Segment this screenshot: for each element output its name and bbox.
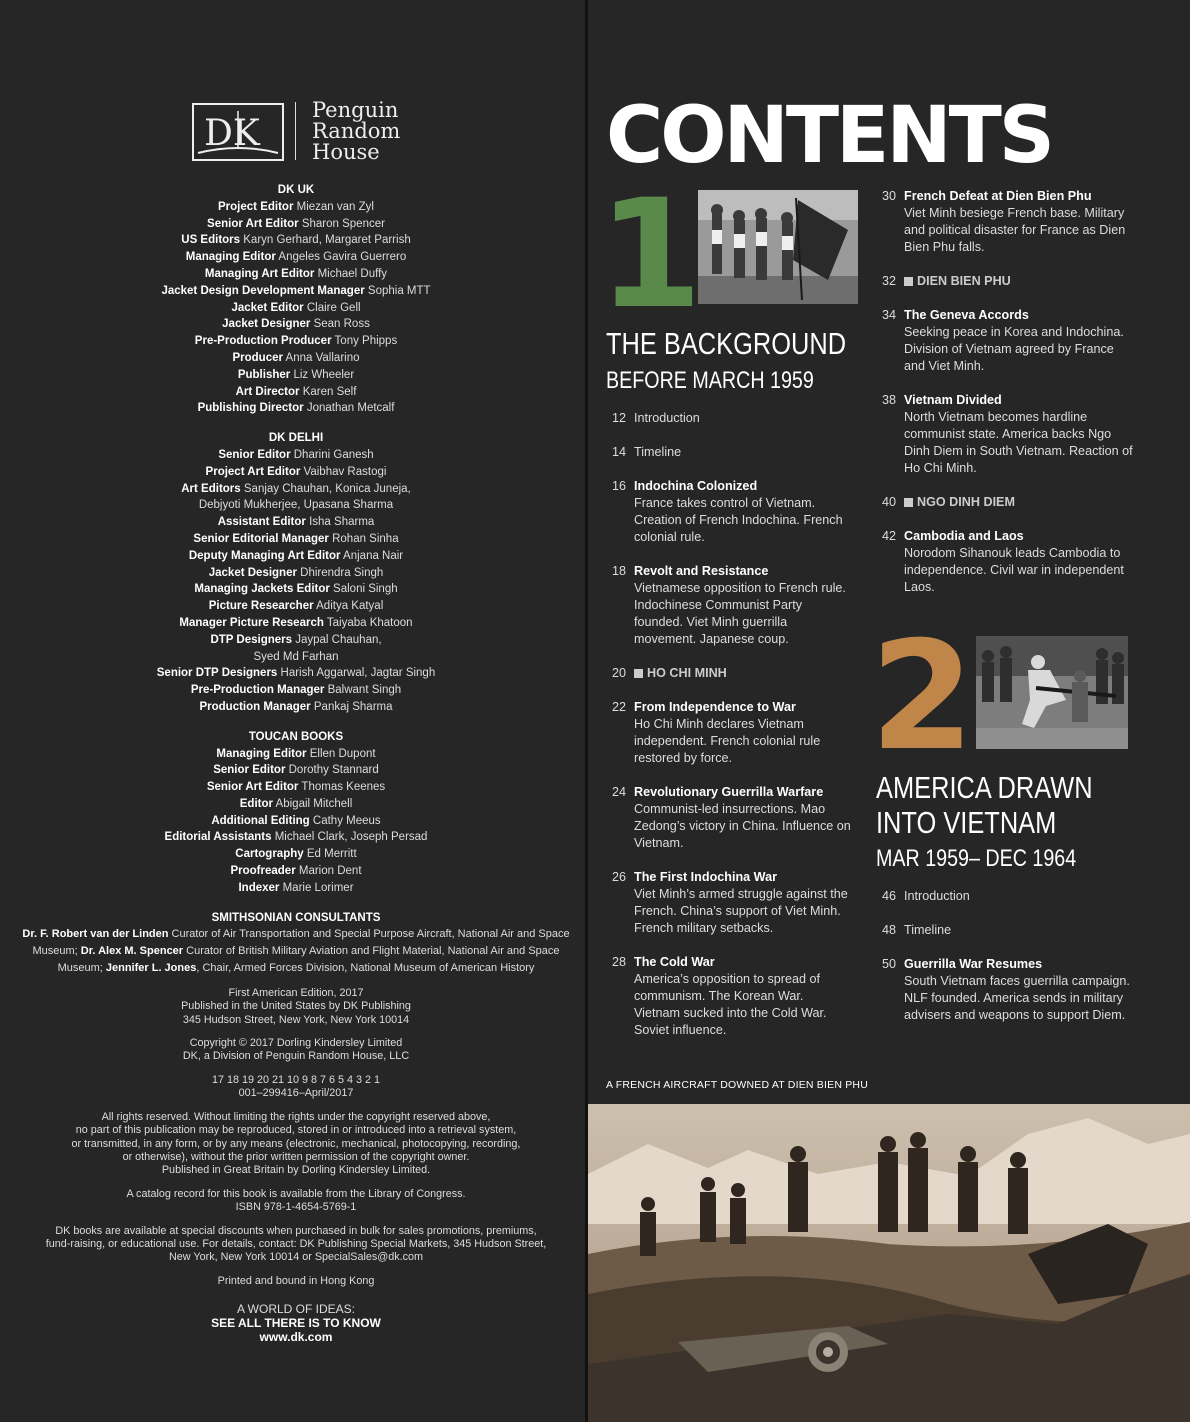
- credit-name: Michael Clark, Joseph Persad: [274, 831, 428, 844]
- credit-line: [20, 762, 572, 779]
- credit-name: Sanjay Chauhan, Konica Juneja,: [243, 482, 411, 495]
- credit-name: Marion Dent: [298, 865, 362, 878]
- credit-role: Managing Editor: [185, 251, 276, 264]
- credit-line: [20, 682, 572, 699]
- credit-role: Producer: [232, 351, 283, 364]
- credit-line: [20, 880, 572, 897]
- credit-line: [20, 464, 572, 481]
- legal-block: [20, 1225, 572, 1265]
- credit-line: [20, 447, 572, 464]
- legal-line: Published in Great Britain by Dorling Kindersley Limited.: [161, 1164, 431, 1177]
- credit-name: Taiyaba Khatoon: [326, 616, 413, 629]
- credit-role: Publisher: [237, 368, 291, 381]
- logo-divider: [295, 102, 296, 160]
- credit-role: Senior Art Editor: [206, 781, 299, 794]
- credit-role: Managing Jackets Editor: [194, 583, 330, 596]
- entry-page-number: 30: [882, 189, 897, 203]
- credit-role: DTP Designers: [210, 633, 293, 646]
- legal-line: or otherwise), without the prior written permission of the copyright owner.: [122, 1150, 470, 1163]
- legal-block: [20, 1188, 572, 1215]
- feature-square-icon: [634, 669, 643, 678]
- entry-description: Viet Minh besiege French base. Military and political disaster for France as Dien Bien Phu falls.: [904, 206, 1126, 254]
- contents-entry[interactable]: [606, 444, 851, 461]
- downed-aircraft-photo: [588, 1104, 1190, 1422]
- credit-line: [20, 796, 572, 813]
- legal-line: 345 Hudson Street, New York, New York 10014: [182, 1013, 410, 1026]
- consultant-line: [20, 943, 572, 960]
- legal-line: DK, a Division of Penguin Random House, LLC: [182, 1050, 410, 1063]
- credit-line: [20, 649, 572, 666]
- credit-line: [20, 615, 572, 632]
- credit-line: [20, 350, 572, 367]
- credit-name: Syed Md Farhan: [253, 650, 339, 663]
- credit-role: Pre-Production Manager: [190, 684, 325, 697]
- entry-page-number: 40: [882, 495, 897, 509]
- credit-role: Pre-Production Producer: [194, 335, 332, 348]
- credit-line: [20, 813, 572, 830]
- entry-page-number: 24: [612, 785, 627, 799]
- credit-name: Marie Lorimer: [282, 881, 354, 894]
- entry-description: Communist-led insurrections. Mao Zedong’s victory in China. Influence on Vietnam.: [634, 802, 851, 850]
- credit-line: [20, 632, 572, 649]
- chapter-1-title: THE BACKGROUND: [606, 326, 847, 361]
- consultant-detail: Curator of British Military Aviation and Flight Material, National Air and Space: [183, 945, 560, 958]
- contents-column-2: [876, 188, 1136, 613]
- credit-line: [20, 829, 572, 846]
- credits-page: [0, 0, 585, 1422]
- credit-line: [20, 232, 572, 249]
- credit-name: Jonathan Metcalf: [306, 402, 395, 415]
- entry-page-number: 42: [882, 529, 897, 543]
- contents-entry[interactable]: [606, 410, 851, 427]
- consultant-name: Jennifer L. Jones: [105, 962, 197, 975]
- contents-entry[interactable]: [876, 956, 1136, 1024]
- legal-line: All rights reserved. Without limiting the rights under the copyright reserved above,: [101, 1110, 491, 1123]
- credit-role: Senior Editorial Manager: [193, 532, 329, 545]
- legal-line: 001–299416–April/2017: [238, 1087, 354, 1100]
- credit-name: Sophia MTT: [367, 284, 431, 297]
- consultant-detail: , Chair, Armed Forces Division, National Museum of American History: [196, 962, 535, 975]
- entry-page-number: 46: [882, 889, 897, 903]
- credit-role: Cartography: [235, 848, 304, 861]
- entry-page-number: 22: [612, 700, 627, 714]
- entry-page-number: 20: [612, 666, 627, 680]
- credit-role: Senior Editor: [213, 764, 286, 777]
- entry-description: Timeline: [904, 923, 952, 937]
- credit-role: Production Manager: [199, 700, 311, 713]
- entry-description: Timeline: [634, 445, 682, 459]
- credit-name: Sharon Spencer: [301, 217, 385, 230]
- section-heading-dk-uk: DK UK: [277, 184, 315, 196]
- entry-page-number: 26: [612, 870, 627, 884]
- contents-entry[interactable]: [876, 528, 1136, 596]
- section-heading-dk-delhi: DK DELHI: [268, 432, 324, 445]
- credit-role: Jacket Design Development Manager: [161, 284, 365, 297]
- credit-role: Art Editors: [181, 482, 241, 495]
- consultant-name: Dr. Alex M. Spencer: [80, 945, 184, 958]
- chapter-2-title-line1: AMERICA DRAWN: [876, 770, 1093, 805]
- entry-title: The Geneva Accords: [904, 308, 1029, 322]
- entry-page-number: 18: [612, 564, 627, 578]
- entry-title: French Defeat at Dien Bien Phu: [904, 189, 1092, 203]
- photo-caption: A FRENCH AIRCRAFT DOWNED AT DIEN BIEN PHU: [606, 1079, 868, 1091]
- feature-entry-title: NGO DINH DIEM: [904, 494, 1136, 511]
- credit-role: Deputy Managing Art Editor: [188, 549, 341, 562]
- feature-square-icon: [904, 277, 913, 286]
- contents-entry[interactable]: [606, 478, 851, 546]
- entry-description: North Vietnam becomes hardline communist state. America backs Ngo Dinh Diem in South Vietnam. Reaction of Ho Chi Minh.: [904, 410, 1133, 475]
- contents-entry[interactable]: [606, 563, 851, 648]
- entry-page-number: 50: [882, 957, 897, 971]
- contents-entry[interactable]: [876, 922, 1136, 939]
- credit-name: Ed Merritt: [306, 848, 357, 861]
- credit-role: Proofreader: [230, 865, 296, 878]
- credit-role: Senior DTP Designers: [156, 667, 278, 680]
- legal-line: 17 18 19 20 21 10 9 8 7 6 5 4 3 2 1: [211, 1073, 381, 1086]
- credit-name: Saloni Singh: [333, 583, 398, 596]
- contents-entry[interactable]: [876, 307, 1136, 375]
- credit-line: [20, 746, 572, 763]
- legal-line: no part of this publication may be reproduced, stored in or introduced into a retrieval system,: [75, 1124, 517, 1137]
- legal-text: [20, 987, 572, 1288]
- entry-description: Viet Minh’s armed struggle against the French. China’s support of Viet Minh. French military setbacks.: [634, 887, 848, 935]
- feature-entry-title: HO CHI MINH: [634, 665, 851, 682]
- page-title: CONTENTS: [606, 91, 1052, 181]
- credit-name: Abigail Mitchell: [275, 797, 353, 810]
- credit-line: [20, 199, 572, 216]
- entry-description: France takes control of Vietnam. Creation of French Indochina. French colonial rule.: [634, 496, 843, 544]
- credit-line: [20, 333, 572, 350]
- publisher-logo: [190, 100, 430, 166]
- tagline-line1: A WORLD OF IDEAS:: [236, 1302, 356, 1317]
- legal-block: [20, 1111, 572, 1178]
- contents-entry[interactable]: [606, 784, 851, 852]
- credit-name: Debjyoti Mukherjee, Upasana Sharma: [198, 499, 394, 512]
- credit-name: Jaypal Chauhan,: [295, 633, 382, 646]
- credit-line: [20, 779, 572, 796]
- contents-entry[interactable]: [876, 273, 1136, 290]
- feature-square-icon: [904, 498, 913, 507]
- entry-description: Vietnamese opposition to French rule. Indochinese Communist Party founded. Viet Minh guerrilla movement. Japanese coup.: [634, 581, 846, 646]
- credit-role: Project Editor: [218, 200, 294, 213]
- credit-role: Jacket Designer: [208, 566, 297, 579]
- credit-line: [20, 266, 572, 283]
- credit-name: Liz Wheeler: [293, 368, 355, 381]
- credit-line: [20, 531, 572, 548]
- legal-line: Printed and bound in Hong Kong: [217, 1274, 375, 1287]
- credit-name: Michael Duffy: [317, 267, 388, 280]
- entry-page-number: 38: [882, 393, 897, 407]
- credit-line: [20, 565, 572, 582]
- consultant-line: [20, 926, 572, 943]
- contents-entry[interactable]: [876, 494, 1136, 511]
- credit-role: Managing Editor: [216, 747, 307, 760]
- chapter-2-subtitle: MAR 1959– DEC 1964: [876, 845, 1077, 872]
- credit-line: [20, 249, 572, 266]
- consultant-line: [20, 960, 572, 977]
- credit-name: Balwant Singh: [327, 684, 402, 697]
- credit-name: Miezan van Zyl: [296, 200, 374, 213]
- credit-line: [20, 598, 572, 615]
- entry-title: Vietnam Divided: [904, 393, 1002, 407]
- entry-title: The Cold War: [634, 955, 715, 969]
- contents-entry[interactable]: [876, 188, 1136, 256]
- entry-description: America’s opposition to spread of communism. The Korean War. Vietnam sucked into the Cold War. Soviet influence.: [634, 972, 827, 1037]
- credit-role: Indexer: [238, 881, 280, 894]
- contents-entry[interactable]: [876, 392, 1136, 477]
- credit-line: [20, 665, 572, 682]
- credit-role: Publishing Director: [197, 402, 304, 415]
- legal-line: Published in the United States by DK Publishing: [181, 1000, 411, 1013]
- credit-name: Anjana Nair: [343, 549, 404, 562]
- credit-name: Sean Ross: [313, 318, 370, 331]
- credit-name: Thomas Keenes: [301, 781, 386, 794]
- legal-line: ISBN 978-1-4654-5769-1: [235, 1201, 357, 1214]
- legal-line: fund-raising, or educational use. For details, contact: DK Publishing Special Markets, 345 Hudson Street,: [45, 1237, 547, 1250]
- contents-column-3: [876, 888, 1136, 1041]
- dk-uk-credits: [20, 199, 572, 417]
- credit-name: Isha Sharma: [309, 516, 375, 529]
- legal-line: DK books are available at special discounts when purchased in bulk for sales promotions, premiums,: [55, 1224, 537, 1237]
- credit-name: Claire Gell: [306, 301, 361, 314]
- tagline-line2: SEE ALL THERE IS TO KNOW: [211, 1316, 381, 1331]
- entry-title: Revolutionary Guerrilla Warfare: [634, 785, 824, 799]
- entry-page-number: 12: [612, 411, 627, 425]
- contents-entry[interactable]: [606, 665, 851, 682]
- credit-role: Picture Researcher: [208, 600, 314, 613]
- dk-logo-text: DK: [204, 113, 260, 154]
- consultant-detail: Museum;: [32, 945, 81, 958]
- credit-name: Ellen Dupont: [309, 747, 376, 760]
- credit-line: [20, 699, 572, 716]
- entry-description: Introduction: [904, 889, 970, 903]
- contents-entry[interactable]: [606, 954, 851, 1039]
- credit-name: Pankaj Sharma: [313, 700, 393, 713]
- credit-name: Cathy Meeus: [312, 814, 381, 827]
- chapter-1-number: 1: [598, 168, 697, 342]
- entry-title: From Independence to War: [634, 700, 796, 714]
- credit-name: Angeles Gavira Guerrero: [278, 251, 407, 264]
- dk-website-link[interactable]: www.dk.com: [259, 1330, 333, 1345]
- credit-name: Dharini Ganesh: [293, 448, 374, 461]
- entry-page-number: 34: [882, 308, 897, 322]
- credits-block: [20, 182, 572, 1344]
- credit-line: [20, 846, 572, 863]
- credit-name: Dorothy Stannard: [288, 764, 379, 777]
- toucan-credits: [20, 746, 572, 897]
- legal-block: [20, 1037, 572, 1064]
- contents-entry[interactable]: [606, 699, 851, 767]
- credit-role: Manager Picture Research: [179, 616, 324, 629]
- credit-name: Aditya Katyal: [316, 600, 384, 613]
- legal-line: First American Edition, 2017: [228, 986, 364, 999]
- entry-description: South Vietnam faces guerrilla campaign. NLF founded. America sends in military advisers and weapons to support Diem.: [904, 974, 1130, 1022]
- section-heading-smithsonian: SMITHSONIAN CONSULTANTS: [211, 911, 381, 924]
- credit-line: [20, 497, 572, 514]
- credit-line: [20, 384, 572, 401]
- entry-title: The First Indochina War: [634, 870, 777, 884]
- credit-line: [20, 581, 572, 598]
- credit-name: Karen Self: [302, 385, 357, 398]
- entry-description: Seeking peace in Korea and Indochina. Division of Vietnam agreed by France and Viet Minh.: [904, 325, 1124, 373]
- entry-page-number: 48: [882, 923, 897, 937]
- chapter-1-subtitle: BEFORE MARCH 1959: [606, 367, 814, 394]
- credit-role: Assistant Editor: [217, 516, 306, 529]
- credit-line: [20, 300, 572, 317]
- entry-page-number: 32: [882, 274, 897, 288]
- credit-role: Senior Art Editor: [207, 217, 299, 230]
- entry-title: Cambodia and Laos: [904, 529, 1024, 543]
- smithsonian-credits: [20, 926, 572, 976]
- dk-delhi-credits: [20, 447, 572, 716]
- credit-line: [20, 283, 572, 300]
- credit-role: Jacket Editor: [231, 301, 304, 314]
- consultant-detail: Museum;: [57, 962, 106, 975]
- legal-block: [20, 1074, 572, 1101]
- legal-line: or transmitted, in any form, or by any means (electronic, mechanical, photocopying, recording,: [71, 1137, 521, 1150]
- credit-role: Managing Art Editor: [204, 267, 315, 280]
- contents-entry[interactable]: [606, 869, 851, 937]
- credit-line: [20, 863, 572, 880]
- credit-name: Karyn Gerhard, Margaret Parrish: [243, 234, 411, 247]
- credit-role: Jacket Designer: [222, 318, 311, 331]
- legal-block: [20, 1275, 572, 1288]
- credit-name: Anna Vallarino: [285, 351, 360, 364]
- entry-description: Norodom Sihanouk leads Cambodia to independence. Civil war in independent Laos.: [904, 546, 1124, 594]
- credit-line: [20, 481, 572, 498]
- section-heading-toucan: TOUCAN BOOKS: [248, 730, 344, 743]
- credit-role: US Editors: [181, 234, 241, 247]
- credit-role: Editorial Assistants: [164, 831, 272, 844]
- credit-name: Dhirendra Singh: [300, 566, 384, 579]
- credit-role: Editor: [239, 797, 273, 810]
- entry-description: Ho Chi Minh declares Vietnam independent. French colonial rule restored by force.: [634, 717, 821, 765]
- feature-entry-title: DIEN BIEN PHU: [904, 273, 1136, 290]
- credit-line: [20, 514, 572, 531]
- entry-page-number: 28: [612, 955, 627, 969]
- chapter-2-photo: [976, 636, 1128, 749]
- legal-block: [20, 987, 572, 1027]
- consultant-name: Dr. F. Robert van der Linden: [22, 928, 169, 941]
- credit-line: [20, 216, 572, 233]
- penguin-random-house-wordmark: Penguin Random House: [312, 98, 401, 164]
- chapter-2-number: 2: [870, 610, 969, 784]
- credit-line: [20, 367, 572, 384]
- entry-title: Revolt and Resistance: [634, 564, 769, 578]
- entry-description: Introduction: [634, 411, 700, 425]
- credit-name: Vaibhav Rastogi: [303, 465, 387, 478]
- credit-role: Senior Editor: [218, 448, 291, 461]
- entry-title: Indochina Colonized: [634, 479, 758, 493]
- entry-title: Guerrilla War Resumes: [904, 957, 1043, 971]
- chapter-1-photo: [698, 190, 858, 304]
- credit-line: [20, 400, 572, 417]
- credit-role: Additional Editing: [211, 814, 310, 827]
- legal-line: New York, New York 10014 or SpecialSales@dk.com: [168, 1251, 424, 1264]
- legal-line: Copyright © 2017 Dorling Kindersley Limited: [189, 1037, 403, 1050]
- contents-column-1: [606, 410, 851, 1056]
- entry-page-number: 14: [612, 445, 627, 459]
- credit-name: Tony Phipps: [334, 335, 398, 348]
- credit-name: Rohan Sinha: [332, 532, 399, 545]
- credit-role: Art Director: [235, 385, 300, 398]
- chapter-2-title-line2: INTO VIETNAM: [876, 805, 1057, 840]
- legal-line: A catalog record for this book is available from the Library of Congress.: [126, 1187, 466, 1200]
- dk-logo-icon: [192, 103, 284, 161]
- entry-page-number: 16: [612, 479, 627, 493]
- credit-role: Project Art Editor: [205, 465, 301, 478]
- credit-line: [20, 548, 572, 565]
- contents-page: [588, 0, 1190, 1422]
- credit-line: [20, 316, 572, 333]
- credit-name: Harish Aggarwal, Jagtar Singh: [280, 667, 436, 680]
- consultant-detail: Curator of Air Transportation and Special Purpose Aircraft, National Air and Space: [168, 928, 570, 941]
- contents-entry[interactable]: [876, 888, 1136, 905]
